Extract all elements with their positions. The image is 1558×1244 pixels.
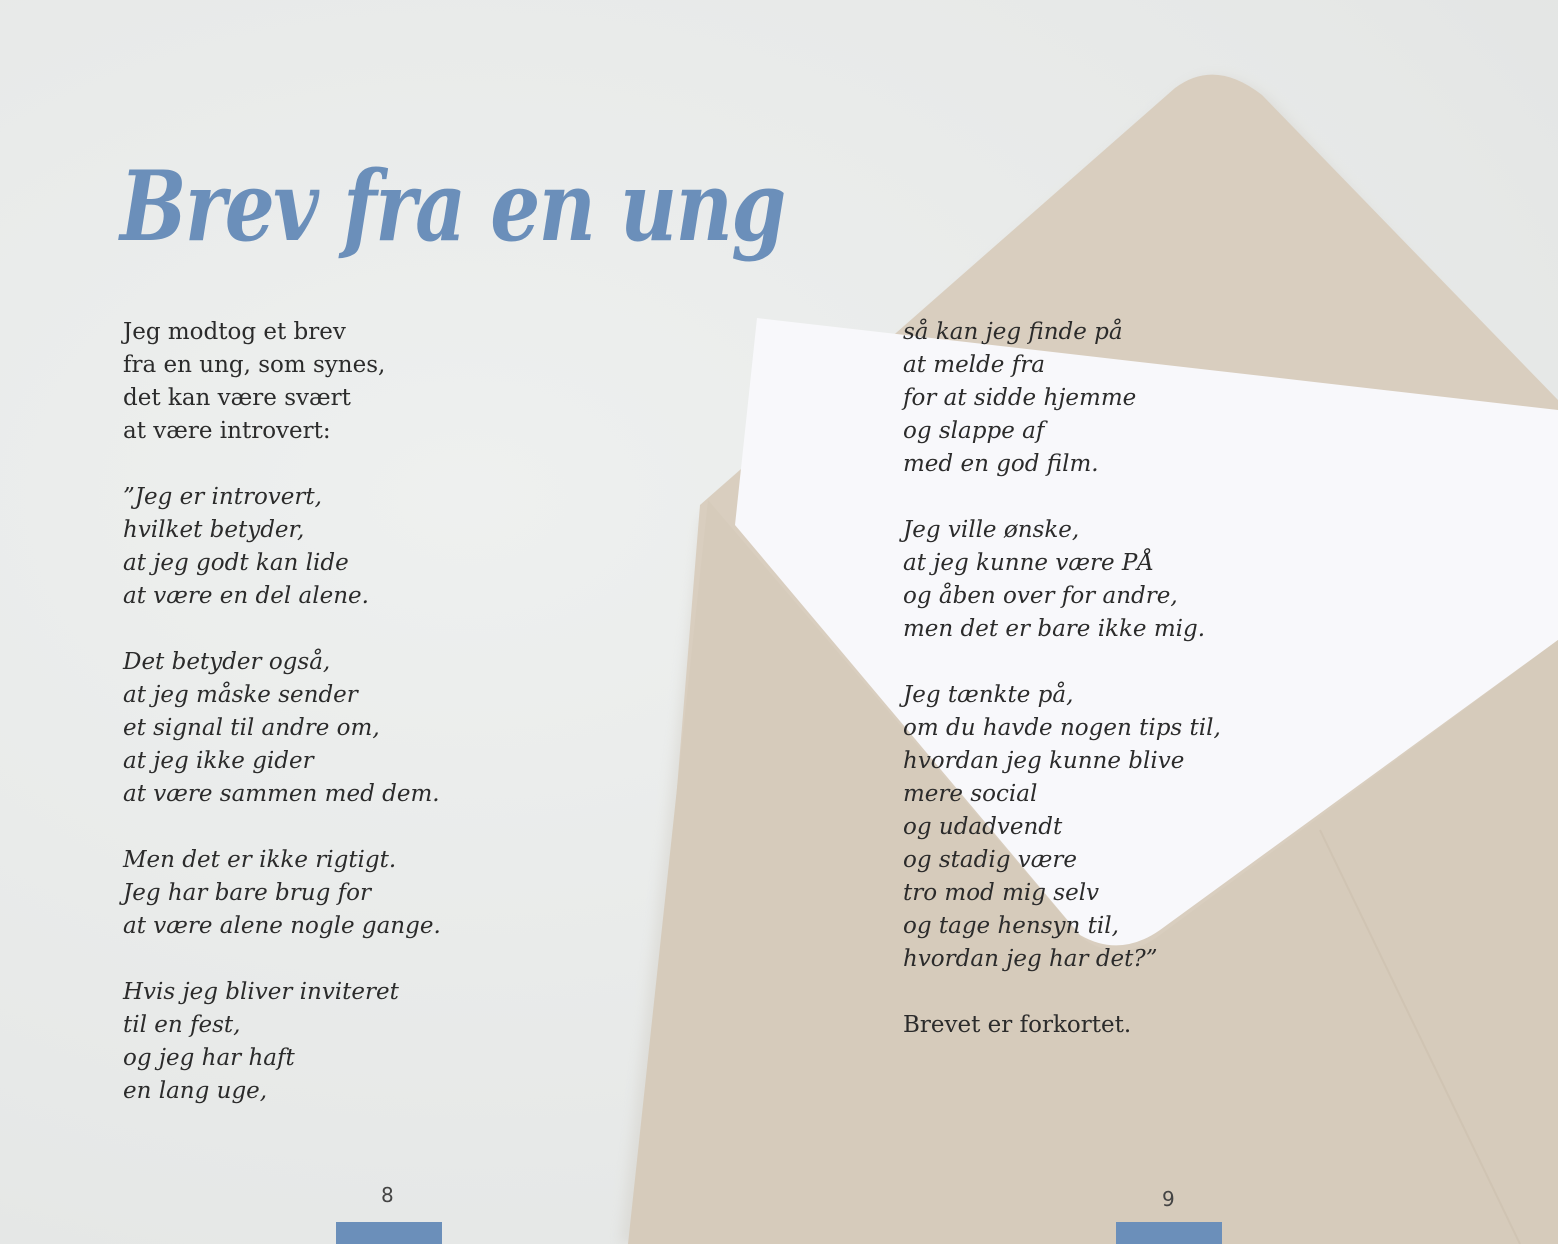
stanza (123, 481, 441, 613)
poem-line: Jeg modtog et brev (123, 319, 346, 345)
poem-line: Jeg tænkte på, (903, 682, 1074, 708)
poem-column-left (123, 316, 441, 1141)
poem-line: tro mod mig selv (903, 880, 1100, 906)
stanza (123, 316, 441, 448)
poem-line: at jeg måske sender (123, 682, 358, 708)
poem-line: fra en ung, som synes, (123, 352, 386, 378)
poem-line: Jeg ville ønske, (903, 517, 1080, 543)
poem-column-right (903, 316, 1221, 1075)
poem-line: men det er bare ikke mig. (903, 616, 1206, 642)
poem-line: Brevet er forkortet. (903, 1012, 1132, 1038)
poem-line: og stadig være (903, 847, 1077, 873)
poem-line: og jeg har haft (123, 1045, 295, 1071)
stanza (903, 679, 1221, 976)
poem-line: at være sammen med dem. (123, 781, 440, 807)
poem-line: hvordan jeg kunne blive (903, 748, 1185, 774)
poem-line: hvordan jeg har det?” (903, 946, 1158, 972)
poem-line: og åben over for andre, (903, 583, 1178, 609)
stanza (123, 844, 441, 943)
poem-line: og udadvendt (903, 814, 1063, 840)
poem-line: at melde fra (903, 352, 1045, 378)
poem-line: Det betyder også, (123, 649, 331, 675)
poem-line: ”Jeg er introvert, (123, 484, 322, 510)
poem-line: at være en del alene. (123, 583, 369, 609)
poem-line: Hvis jeg bliver inviteret (123, 979, 399, 1005)
poem-line: at være introvert: (123, 418, 331, 444)
poem-line: at jeg ikke gider (123, 748, 314, 774)
poem-line: og slappe af (903, 418, 1045, 444)
stanza (903, 514, 1221, 646)
poem-line: til en fest, (123, 1012, 241, 1038)
poem-line: med en god film. (903, 451, 1099, 477)
page-title: Brev fra en ung (120, 150, 785, 263)
stanza (903, 1009, 1221, 1042)
poem-line: Jeg har bare brug for (123, 880, 371, 906)
poem-line: at være alene nogle gange. (123, 913, 441, 939)
poem-line: Men det er ikke rigtigt. (123, 847, 397, 873)
poem-line: at jeg godt kan lide (123, 550, 349, 576)
stanza (123, 976, 441, 1108)
stanza (123, 646, 441, 811)
poem-line: for at sidde hjemme (903, 385, 1137, 411)
poem-line: hvilket betyder, (123, 517, 305, 543)
poem-line: et signal til andre om, (123, 715, 380, 741)
poem-line: om du havde nogen tips til, (903, 715, 1221, 741)
page-number-right: 9 (1162, 1187, 1175, 1211)
page-number-left: 8 (381, 1183, 394, 1207)
page-tab-right (1116, 1222, 1222, 1244)
poem-line: så kan jeg finde på (903, 319, 1123, 345)
poem-line: at jeg kunne være PÅ (903, 550, 1154, 576)
poem-line: det kan være svært (123, 385, 351, 411)
poem-line: en lang uge, (123, 1078, 268, 1104)
stanza (903, 316, 1221, 481)
poem-line: og tage hensyn til, (903, 913, 1119, 939)
poem-line: mere social (903, 781, 1038, 807)
page-tab-left (336, 1222, 442, 1244)
